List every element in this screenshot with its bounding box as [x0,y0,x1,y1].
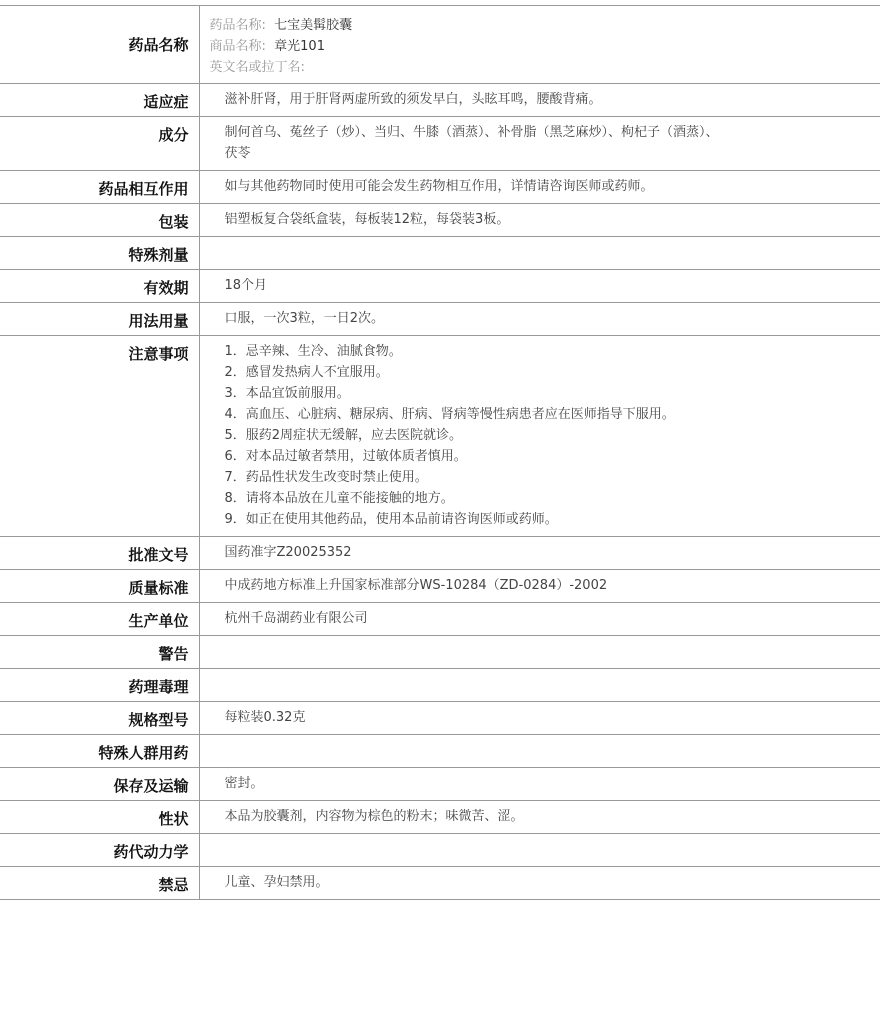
list-item: 5．服药2周症状无缓解，应去医院就诊。 [224,428,463,443]
row-label: 适应症 [0,84,199,117]
row-value: 铝塑板复合袋纸盒装，每板装12粒，每袋装3板。 [199,204,880,237]
drug-spec-table [0,5,880,900]
row-value [199,636,880,669]
name-block [199,6,880,84]
row-interaction [0,171,880,204]
row-label: 特殊人群用药 [0,735,199,768]
row-label: 批准文号 [0,537,199,570]
row-spec [0,702,880,735]
english-name-key: 英文名或拉丁名: [209,60,305,75]
row-label: 用法用量 [0,303,199,336]
row-special-population [0,735,880,768]
list-item: 1．忌辛辣、生冷、油腻食物。 [224,344,402,359]
row-label: 有效期 [0,270,199,303]
ingredients-line-1: 制何首乌、菟丝子（炒）、当归、牛膝（酒蒸）、补骨脂（黑芝麻炒）、枸杞子（酒蒸）、 [224,125,719,140]
row-label: 成分 [0,117,199,171]
row-label: 药理毒理 [0,669,199,702]
row-value [199,735,880,768]
row-label: 特殊剂量 [0,237,199,270]
row-properties [0,801,880,834]
row-warning [0,636,880,669]
row-label: 质量标准 [0,570,199,603]
row-pharmacokinetics [0,834,880,867]
english-name-line [210,57,871,78]
row-value [199,117,880,171]
precautions-list [225,341,871,530]
row-approval [0,537,880,570]
row-value [199,336,880,537]
row-ingredients [0,117,880,171]
list-item: 7．药品性状发生改变时禁止使用。 [224,470,428,485]
list-item: 9．如正在使用其他药品，使用本品前请咨询医师或药师。 [224,512,558,527]
row-manufacturer [0,603,880,636]
row-value: 18个月 [199,270,880,303]
row-precautions [0,336,880,537]
row-value: 如与其他药物同时使用可能会发生药物相互作用，详情请咨询医师或药师。 [199,171,880,204]
row-storage [0,768,880,801]
generic-name-line [210,15,871,36]
row-expiry [0,270,880,303]
row-drug-name [0,6,880,84]
row-value: 国药准字Z20025352 [199,537,880,570]
row-value [199,834,880,867]
row-value: 杭州千岛湖药业有限公司 [199,603,880,636]
row-label: 包装 [0,204,199,237]
row-special-dosage [0,237,880,270]
ingredients-line-2: 茯苓 [224,146,251,161]
row-value [199,237,880,270]
generic-name-key: 药品名称: [209,18,266,33]
row-usage [0,303,880,336]
row-label: 警告 [0,636,199,669]
row-toxicology [0,669,880,702]
row-value: 儿童、孕妇禁用。 [199,867,880,900]
row-value: 每粒装0.32克 [199,702,880,735]
row-indication [0,84,880,117]
trade-name-key: 商品名称: [209,39,266,54]
row-value: 滋补肝肾，用于肝肾两虚所致的须发早白，头眩耳鸣，腰酸背痛。 [199,84,880,117]
row-label: 注意事项 [0,336,199,537]
trade-name-line [210,36,871,57]
row-value: 中成药地方标准上升国家标准部分WS-10284（ZD-0284）-2002 [199,570,880,603]
row-label: 保存及运输 [0,768,199,801]
row-standard [0,570,880,603]
row-label: 生产单位 [0,603,199,636]
generic-name-value: 七宝美髯胶囊 [274,18,353,33]
row-label: 规格型号 [0,702,199,735]
row-label: 性状 [0,801,199,834]
row-value: 口服，一次3粒，一日2次。 [199,303,880,336]
row-label: 药品相互作用 [0,171,199,204]
list-item: 8．请将本品放在儿童不能接触的地方。 [224,491,454,506]
row-packaging [0,204,880,237]
row-value [199,669,880,702]
trade-name-value: 章光101 [274,39,325,54]
list-item: 3．本品宜饭前服用。 [224,386,350,401]
row-label: 禁忌 [0,867,199,900]
row-value: 本品为胶囊剂，内容物为棕色的粉末；味微苦、涩。 [199,801,880,834]
row-contraindications [0,867,880,900]
list-item: 4．高血压、心脏病、糖尿病、肝病、肾病等慢性病患者应在医师指导下服用。 [224,407,675,422]
row-label: 药代动力学 [0,834,199,867]
row-label: 药品名称 [0,6,199,84]
list-item: 2．感冒发热病人不宜服用。 [224,365,389,380]
row-value: 密封。 [199,768,880,801]
list-item: 6．对本品过敏者禁用，过敏体质者慎用。 [224,449,467,464]
